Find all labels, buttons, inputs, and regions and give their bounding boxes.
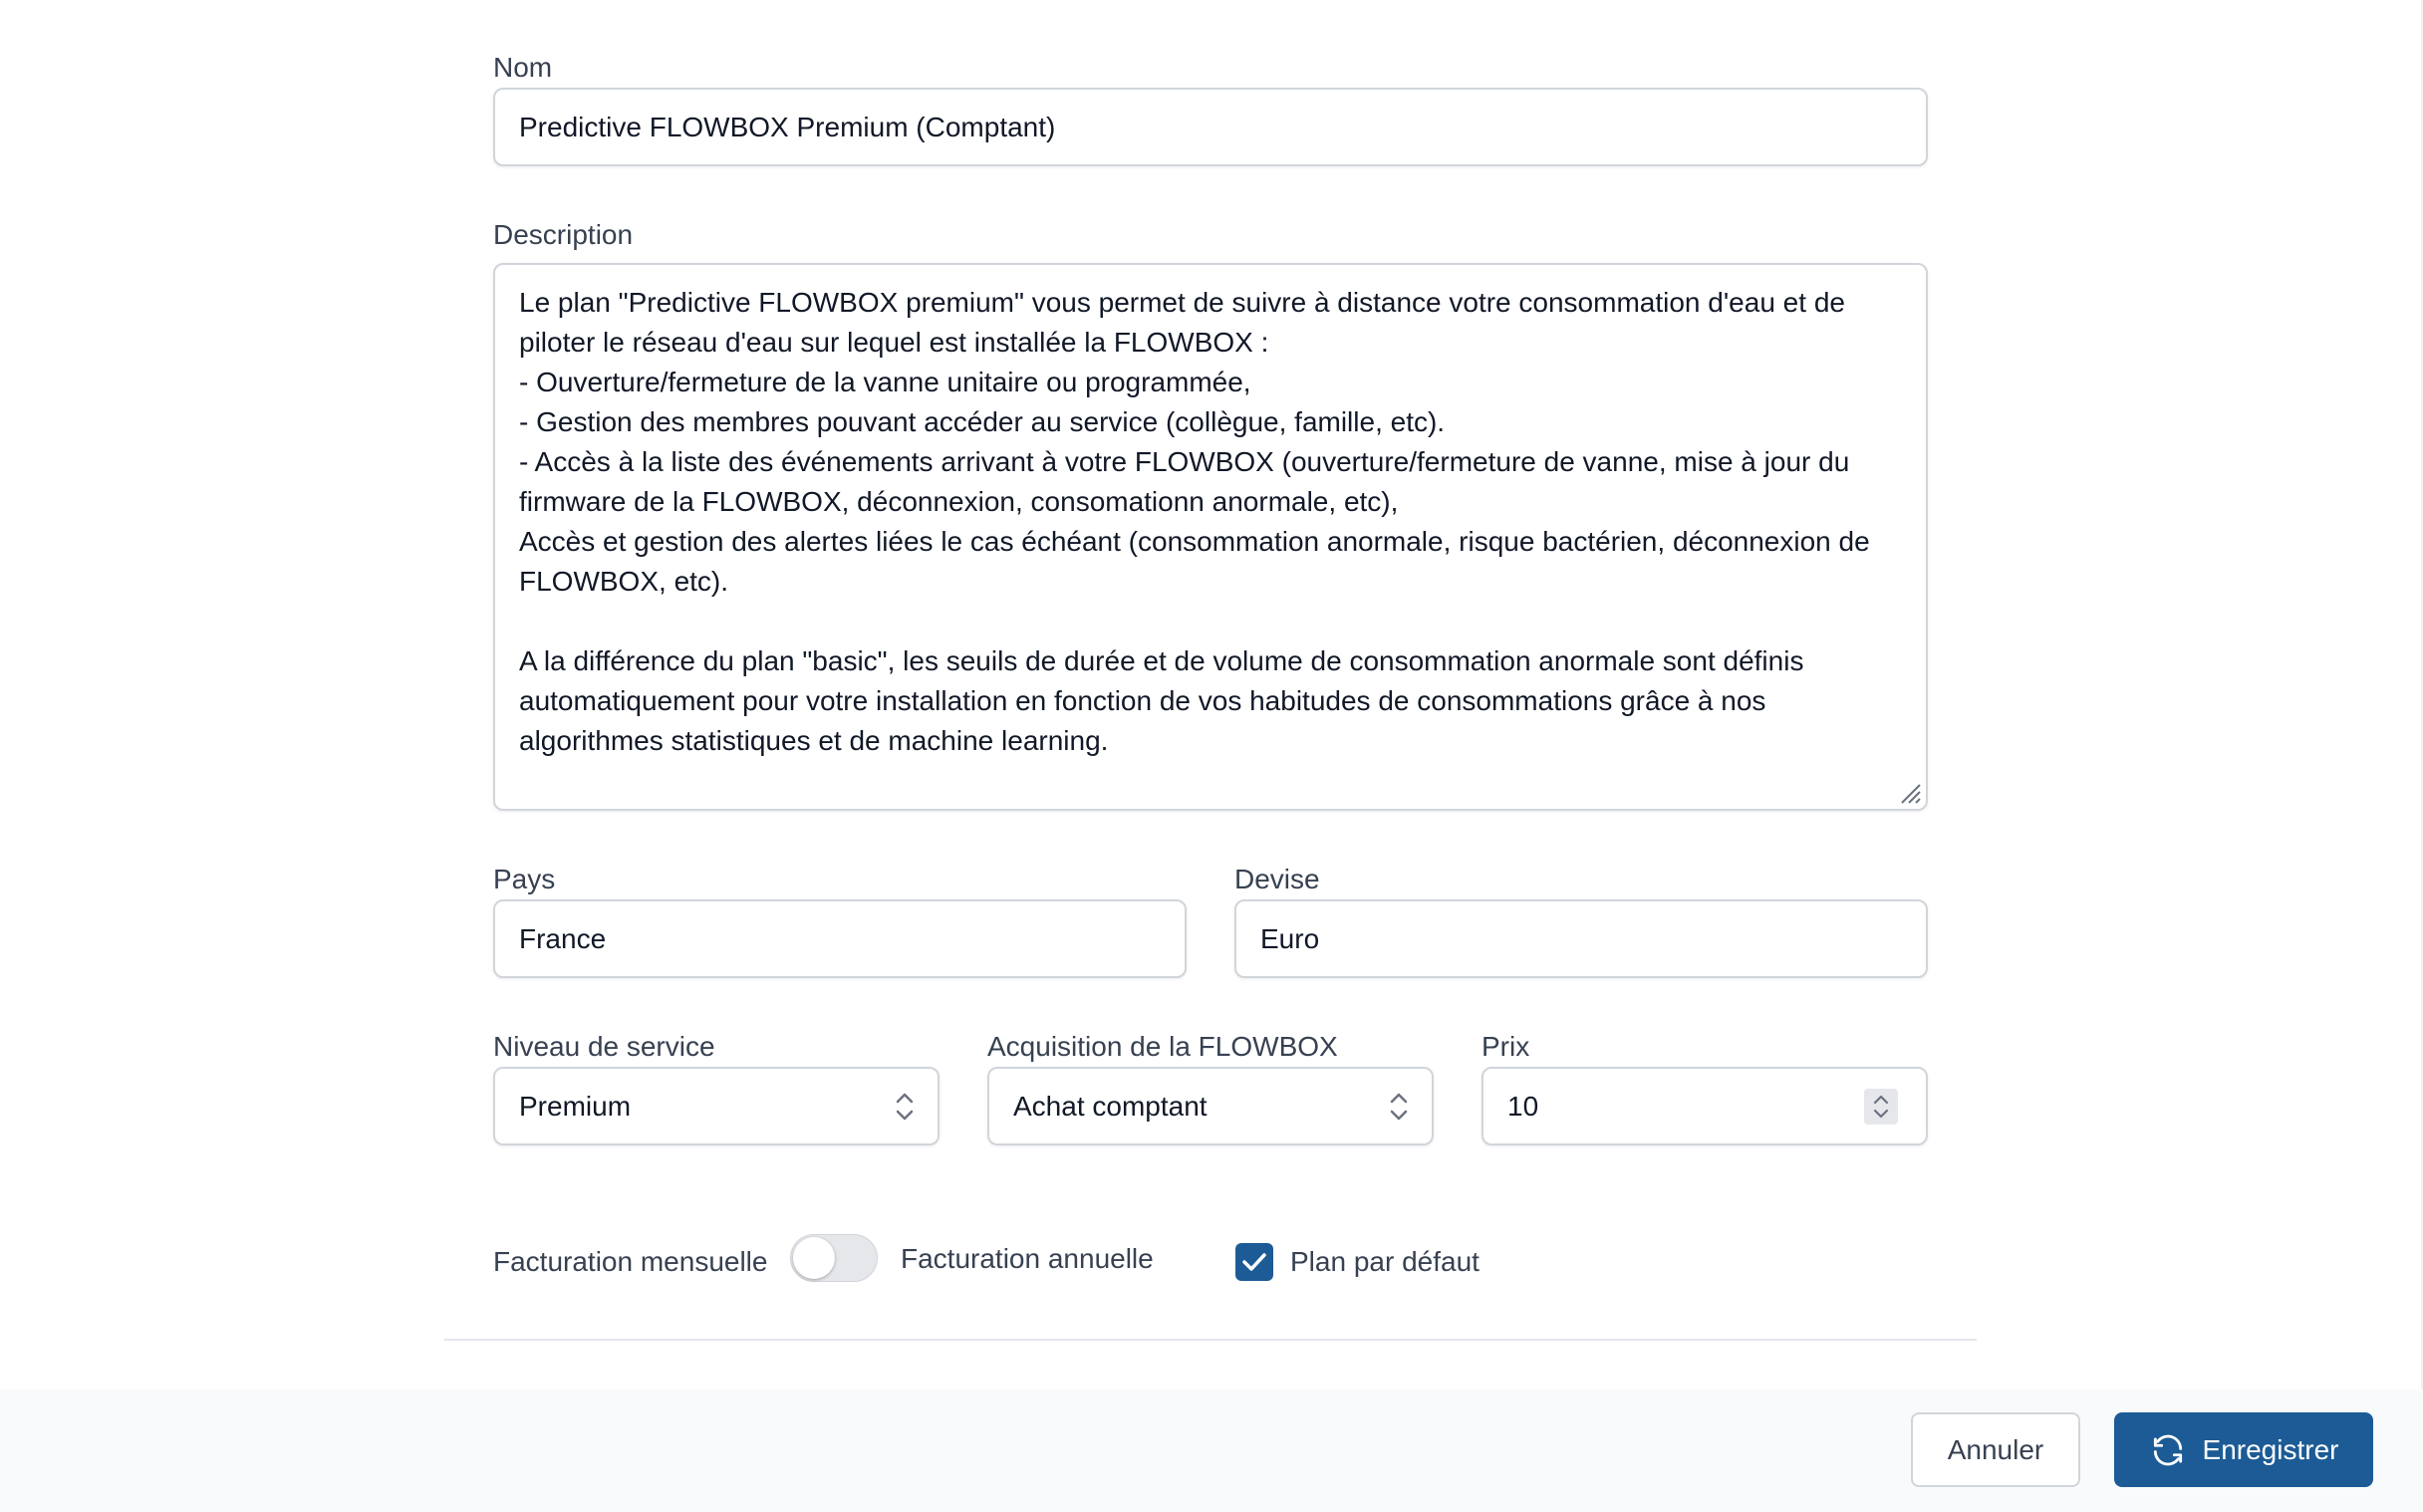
default-plan-label: Plan par défaut	[1290, 1246, 1480, 1277]
country-input[interactable]: France	[493, 899, 1187, 978]
acquisition-value: Achat comptant	[1013, 1090, 1208, 1122]
refresh-icon	[2149, 1431, 2187, 1469]
billing-toggle[interactable]	[790, 1234, 878, 1282]
chevron-up-down-icon	[1388, 1089, 1410, 1125]
description-textarea[interactable]	[493, 263, 1928, 811]
description-label: Description	[493, 219, 634, 250]
annual-billing-label: Facturation annuelle	[901, 1243, 1154, 1274]
name-input[interactable]: Predictive FLOWBOX Premium (Comptant)	[493, 88, 1928, 166]
number-spinner-icon[interactable]	[1864, 1089, 1898, 1125]
chevron-up-down-icon	[894, 1089, 916, 1125]
acquisition-select[interactable]	[987, 1067, 1434, 1145]
resize-grip-icon[interactable]	[1898, 781, 1922, 805]
currency-label: Devise	[1234, 864, 1320, 894]
service-level-label: Niveau de service	[493, 1031, 715, 1062]
service-level-select[interactable]	[493, 1067, 940, 1145]
price-value: 10	[1507, 1090, 1539, 1122]
default-plan-checkbox[interactable]	[1235, 1243, 1273, 1281]
service-level-value: Premium	[519, 1090, 632, 1122]
form-divider	[444, 1339, 1977, 1341]
name-label: Nom	[493, 52, 553, 83]
toggle-knob	[793, 1237, 835, 1279]
save-button[interactable]	[2114, 1412, 2373, 1487]
acquisition-label: Acquisition de la FLOWBOX	[987, 1031, 1338, 1062]
monthly-billing-label: Facturation mensuelle	[493, 1246, 768, 1277]
price-input[interactable]	[1481, 1067, 1928, 1145]
cancel-button[interactable]: Annuler	[1911, 1412, 2080, 1487]
check-icon	[1241, 1251, 1267, 1273]
currency-input[interactable]: Euro	[1234, 899, 1928, 978]
price-label: Prix	[1481, 1031, 1530, 1062]
country-label: Pays	[493, 864, 556, 894]
save-button-label: Enregistrer	[2202, 1433, 2339, 1465]
